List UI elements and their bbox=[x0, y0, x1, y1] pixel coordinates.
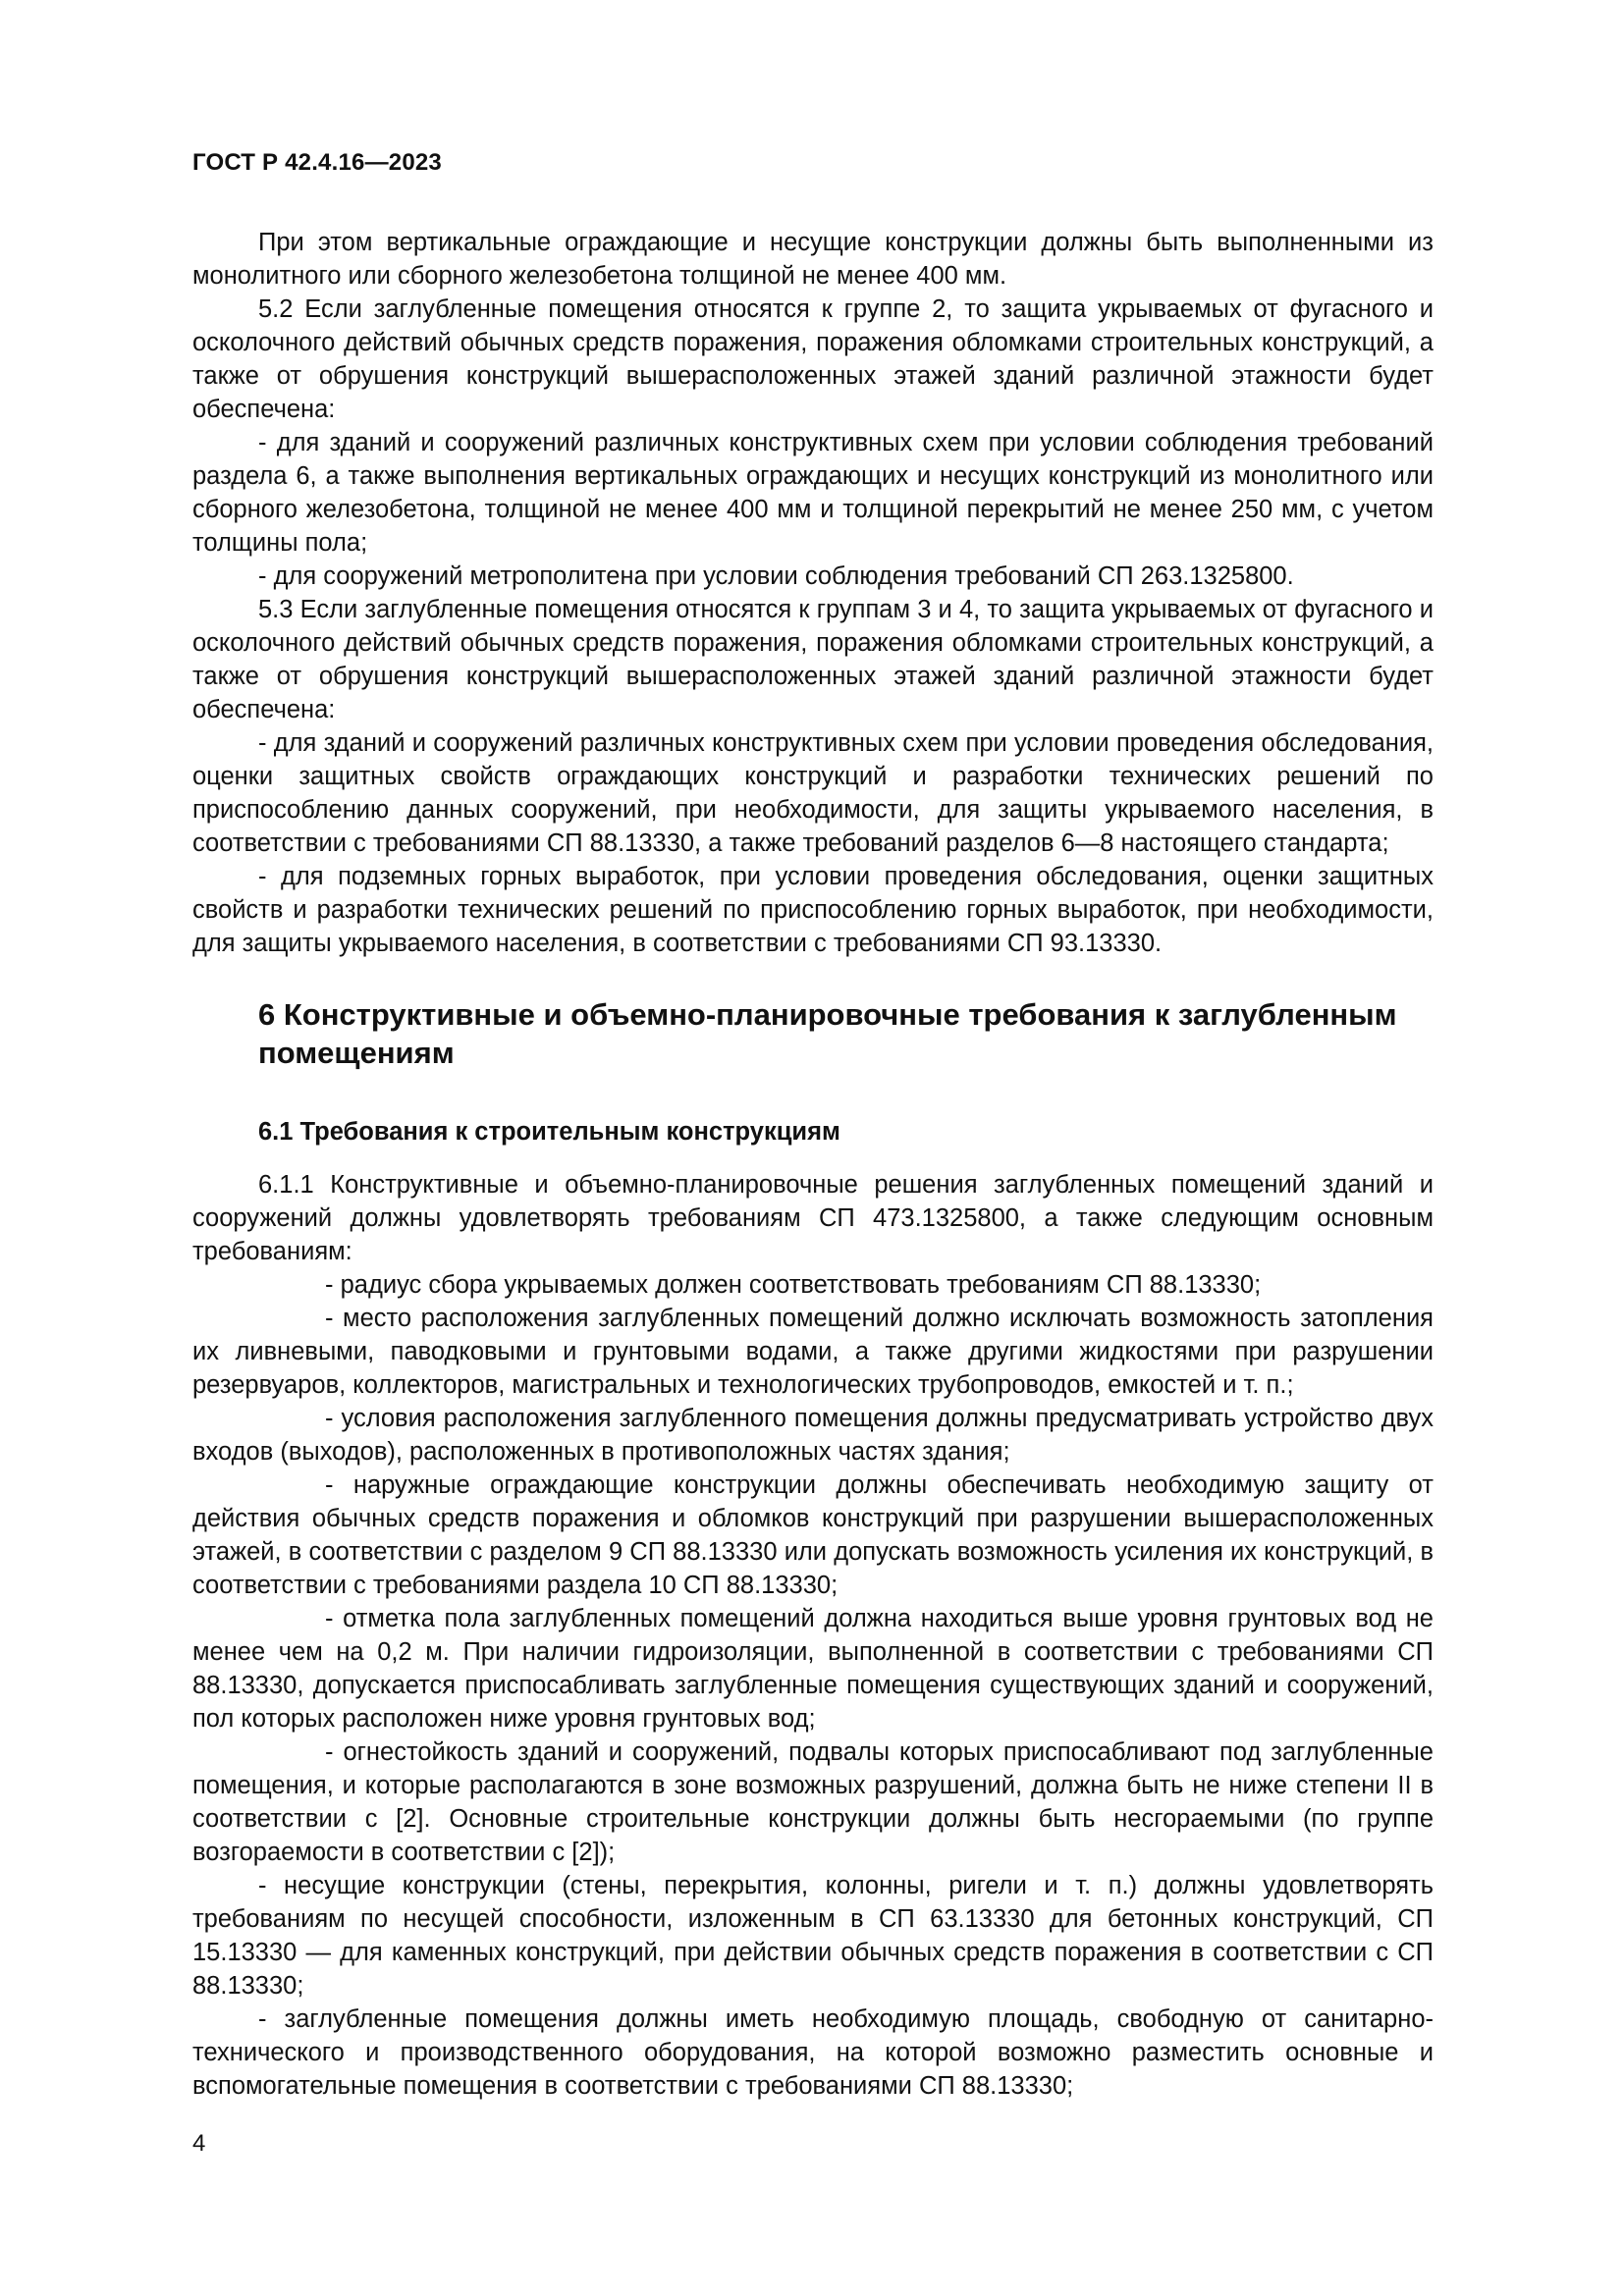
document-code: ГОСТ Р 42.4.16—2023 bbox=[192, 149, 442, 176]
clause-6-1-1: 6.1.1 Конструктивные и объемно-планировочные решения заглубленных помещений зданий и сооружений должны удовлетворять требованиям СП 473.1325800, а также следующим основным требованиям: bbox=[192, 1171, 1434, 1265]
list-item: - условия расположения заглубленного помещения должны предусматривать устройство двух входов (выходов), расположенных в противоположных частях здания; bbox=[192, 1405, 1434, 1466]
list-item: - заглубленные помещения должны иметь необходимую площадь, свободную от санитарно-технического и производственного оборудования, на которой возможно разместить основные и вспомогательные помещения в соответствии с требованиями СП 88.13330; bbox=[192, 2005, 1434, 2100]
list-item: - для зданий и сооружений различных конструктивных схем при условии соблюдения требований раздела 6, а также выполнения вертикальных ограждающих и несущих конструкций из монолитного или сборного железобетона, толщиной не менее 400 мм и толщиной перекрытий не менее 250 мм, с учетом толщины пола; bbox=[192, 429, 1434, 557]
list-item: - отметка пола заглубленных помещений должна находиться выше уровня грунтовых вод не менее чем на 0,2 м. При наличии гидроизоляции, выполненной в соответствии с требованиями СП 88.13330, допускается приспосабливать заглубленные помещения существующих зданий и сооружений, пол которых расположен ниже уровня грунтовых вод; bbox=[192, 1605, 1434, 1733]
page-number: 4 bbox=[192, 2130, 206, 2157]
section-6-heading: 6 Конструктивные и объемно-планировочные требования к заглубленным помещениям bbox=[258, 997, 1397, 1070]
list-item: - огнестойкость зданий и сооружений, подвалы которых приспосабливают под заглубленные помещения, и которые располагаются в зоне возможных разрушений, должна быть не ниже степени II в соответствии с [2]. Основные строительные конструкции должны быть несгораемыми (по группе возгораемости в соответствии с [2]); bbox=[192, 1738, 1434, 1866]
document-body bbox=[192, 226, 1434, 2103]
paragraph: При этом вертикальные ограждающие и несущие конструкции должны быть выполненными из монолитного или сборного железобетона толщиной не менее 400 мм. bbox=[192, 229, 1434, 290]
list-item: - наружные ограждающие конструкции должны обеспечивать необходимую защиту от действия обычных средств поражения и обломков конструкций при разрушении вышерасположенных этажей, в соответствии с разделом 9 СП 88.13330 или допускать возможность усиления их конструкций, в соответствии с требованиями раздела 10 СП 88.13330; bbox=[192, 1471, 1434, 1599]
clause-5-2: 5.2 Если заглубленные помещения относятся к группе 2, то защита укрываемых от фугасного и осколочного действий обычных средств поражения, поражения обломками строительных конструкций, а также от обрушения конструкций вышерасположенных этажей зданий различной этажности будет обеспечена: bbox=[192, 295, 1434, 423]
list-item: - несущие конструкции (стены, перекрытия, колонны, ригели и т. п.) должны удовлетворять требованиям по несущей способности, изложенным в СП 63.13330 для бетонных конструкций, СП 15.13330 — для каменных конструкций, при действии обычных средств поражения в соответствии с СП 88.13330; bbox=[192, 1872, 1434, 2000]
list-item: - для подземных горных выработок, при условии проведения обследования, оценки защитных свойств и разработки технических решений по приспособлению горных выработок, при необходимости, для защиты укрываемого населения, в соответствии с требованиями СП 93.13330. bbox=[192, 863, 1434, 957]
section-6-1-heading: 6.1 Требования к строительным конструкциям bbox=[258, 1118, 840, 1146]
list-item: - для сооружений метрополитена при условии соблюдения требований СП 263.1325800. bbox=[258, 562, 1294, 590]
list-item: - для зданий и сооружений различных конструктивных схем при условии проведения обследования, оценки защитных свойств ограждающих конструкций и разработки технических решений по приспособлению данных сооружений, при необходимости, для защиты укрываемого населения, в соответствии с требованиями СП 88.13330, а также требований разделов 6—8 настоящего стандарта; bbox=[192, 729, 1434, 857]
list-item: - место расположения заглубленных помещений должно исключать возможность затопления их ливневыми, паводковыми и грунтовыми водами, а также другими жидкостями при разрушении резервуаров, коллекторов, магистральных и технологических трубопроводов, емкостей и т. п.; bbox=[192, 1305, 1434, 1399]
list-item: - радиус сбора укрываемых должен соответствовать требованиям СП 88.13330; bbox=[325, 1271, 1262, 1299]
clause-5-3: 5.3 Если заглубленные помещения относятся к группам 3 и 4, то защита укрываемых от фугасного и осколочного действий обычных средств поражения, поражения обломками строительных конструкций, а также от обрушения конструкций вышерасположенных этажей зданий различной этажности будет обеспечена: bbox=[192, 596, 1434, 723]
